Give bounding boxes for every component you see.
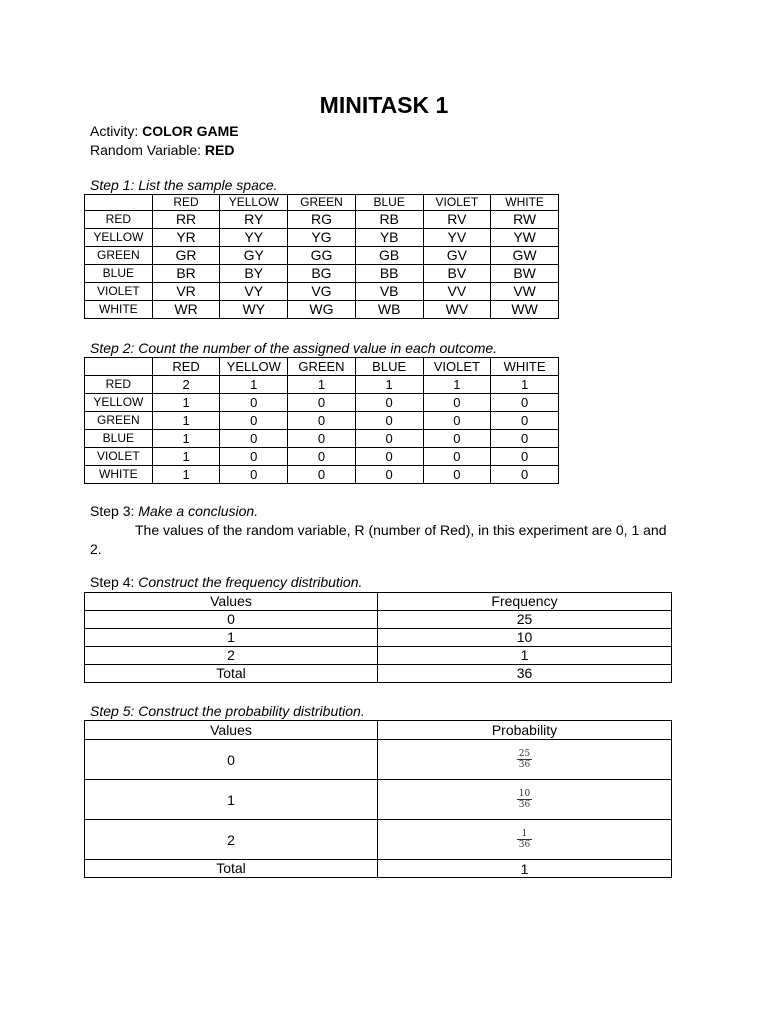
- table-row: [85, 820, 672, 860]
- table-cell: WG: [288, 301, 356, 319]
- table-row: [85, 265, 559, 283]
- probability-cell: [378, 820, 672, 860]
- table-cell: VY: [220, 283, 288, 301]
- table-cell: GY: [220, 247, 288, 265]
- table-cell: GB: [355, 247, 423, 265]
- table-cell: RR: [152, 211, 220, 229]
- table-cell: 0: [220, 412, 288, 430]
- table-row: [85, 394, 559, 412]
- table-cell: 0: [355, 394, 423, 412]
- column-header: YELLOW: [220, 358, 288, 376]
- table-cell: 0: [220, 394, 288, 412]
- table-cell: 0: [288, 430, 356, 448]
- table-cell: 1: [423, 376, 491, 394]
- table-cell: BR: [152, 265, 220, 283]
- table-row: [85, 229, 559, 247]
- table-cell: 0: [423, 412, 491, 430]
- page-title: MINITASK 1: [319, 92, 449, 118]
- column-header: GREEN: [288, 358, 356, 376]
- table-cell: 0: [355, 448, 423, 466]
- column-header: VIOLET: [423, 358, 491, 376]
- table-cell: YV: [423, 229, 491, 247]
- table-cell: 25: [378, 611, 672, 629]
- table-row: [85, 665, 672, 683]
- table-cell: 0: [491, 394, 559, 412]
- table-cell: WV: [423, 301, 491, 319]
- table-cell: 0: [423, 466, 491, 484]
- total-value: 1: [378, 860, 672, 878]
- table-cell: 1: [152, 448, 220, 466]
- fraction: [517, 829, 532, 850]
- table-cell: 1: [152, 430, 220, 448]
- corner-cell: [85, 358, 153, 376]
- row-header: GREEN: [85, 412, 153, 430]
- table-cell: WY: [220, 301, 288, 319]
- table-cell: 36: [378, 665, 672, 683]
- column-header: GREEN: [288, 195, 356, 211]
- value-cell: 0: [85, 740, 378, 780]
- table-cell: BW: [491, 265, 559, 283]
- column-header: Probability: [378, 721, 672, 740]
- table-cell: GR: [152, 247, 220, 265]
- table-header-row: [85, 593, 672, 611]
- table-cell: VB: [355, 283, 423, 301]
- column-header: WHITE: [491, 195, 559, 211]
- column-header: WHITE: [491, 358, 559, 376]
- step5-title: Step 5: Construct the probability distribution.: [90, 703, 365, 719]
- column-header: VIOLET: [423, 195, 491, 211]
- table-row: [85, 629, 672, 647]
- step4-title: Step 4: Construct the frequency distribution.: [90, 574, 363, 590]
- table-row: [85, 647, 672, 665]
- probability-table: [84, 720, 672, 878]
- fraction: [517, 749, 532, 770]
- table-cell: RG: [288, 211, 356, 229]
- table-cell: 0: [220, 448, 288, 466]
- table-cell: 0: [288, 412, 356, 430]
- column-header: Frequency: [378, 593, 672, 611]
- table-cell: 0: [491, 448, 559, 466]
- table-row: [85, 611, 672, 629]
- table-cell: 0: [491, 466, 559, 484]
- row-header: GREEN: [85, 247, 153, 265]
- activity-label: Activity:: [90, 123, 139, 139]
- table-cell: YB: [355, 229, 423, 247]
- table-row: [85, 211, 559, 229]
- row-header: WHITE: [85, 466, 153, 484]
- table-cell: YY: [220, 229, 288, 247]
- table-cell: 0: [220, 466, 288, 484]
- table-cell: 1: [152, 466, 220, 484]
- table-cell: 10: [378, 629, 672, 647]
- column-header: YELLOW: [220, 195, 288, 211]
- row-header: BLUE: [85, 430, 153, 448]
- row-header: VIOLET: [85, 448, 153, 466]
- row-header: WHITE: [85, 301, 153, 319]
- table-cell: BB: [355, 265, 423, 283]
- activity-line: [90, 122, 239, 141]
- probability-cell: [378, 780, 672, 820]
- table-cell: RB: [355, 211, 423, 229]
- row-header: YELLOW: [85, 229, 153, 247]
- table-row: [85, 780, 672, 820]
- random-variable-label: Random Variable:: [90, 142, 202, 158]
- table-cell: YW: [491, 229, 559, 247]
- step3-title: Step 3: Make a conclusion.: [90, 503, 259, 519]
- activity-value: COLOR GAME: [142, 123, 239, 139]
- table-cell: BY: [220, 265, 288, 283]
- table-row: [85, 301, 559, 319]
- table-cell: GV: [423, 247, 491, 265]
- table-cell: 0: [220, 430, 288, 448]
- random-variable-value: RED: [204, 142, 235, 158]
- table-cell: 2: [152, 376, 220, 394]
- table-row: [85, 448, 559, 466]
- table-cell: 1: [85, 629, 378, 647]
- table-cell: 0: [355, 466, 423, 484]
- table-cell: 0: [423, 430, 491, 448]
- random-variable-line: [90, 141, 234, 160]
- column-header: Values: [85, 593, 378, 611]
- table-cell: 0: [288, 394, 356, 412]
- table-cell: 0: [423, 394, 491, 412]
- table-row: [85, 283, 559, 301]
- fraction-numerator: 1: [517, 829, 532, 840]
- table-cell: YR: [152, 229, 220, 247]
- table-cell: VV: [423, 283, 491, 301]
- table-cell: WB: [355, 301, 423, 319]
- table-cell: WR: [152, 301, 220, 319]
- table-cell: GW: [491, 247, 559, 265]
- total-row: [85, 860, 672, 878]
- fraction-denominator: 36: [518, 840, 531, 850]
- fraction: [517, 789, 532, 810]
- fraction-denominator: 36: [518, 800, 531, 810]
- total-label: Total: [85, 860, 378, 878]
- table-cell: 0: [355, 412, 423, 430]
- table-cell: 1: [288, 376, 356, 394]
- column-header: BLUE: [355, 358, 423, 376]
- table-cell: RY: [220, 211, 288, 229]
- table-cell: 1: [152, 394, 220, 412]
- sample-space-table: [84, 194, 559, 319]
- value-cell: 1: [85, 780, 378, 820]
- table-cell: Total: [85, 665, 378, 683]
- table-row: [85, 466, 559, 484]
- table-cell: 1: [355, 376, 423, 394]
- table-cell: 1: [220, 376, 288, 394]
- row-header: VIOLET: [85, 283, 153, 301]
- table-row: [85, 376, 559, 394]
- table-cell: 0: [288, 466, 356, 484]
- frequency-table: [84, 592, 672, 683]
- table-header-row: [85, 721, 672, 740]
- table-cell: RW: [491, 211, 559, 229]
- column-header: RED: [152, 358, 220, 376]
- table-cell: 0: [355, 430, 423, 448]
- step3-conclusion: The values of the random variable, R (number of Red), in this experiment are 0, 1 and 2.: [90, 522, 667, 557]
- table-row: [85, 430, 559, 448]
- table-cell: 0: [85, 611, 378, 629]
- value-cell: 2: [85, 820, 378, 860]
- column-header: BLUE: [355, 195, 423, 211]
- table-cell: 1: [378, 647, 672, 665]
- table-row: [85, 412, 559, 430]
- step1-title: Step 1: List the sample space.: [90, 177, 278, 193]
- table-row: [85, 740, 672, 780]
- table-cell: 1: [152, 412, 220, 430]
- table-cell: VR: [152, 283, 220, 301]
- table-cell: 0: [288, 448, 356, 466]
- table-cell: VW: [491, 283, 559, 301]
- table-header-row: [85, 195, 559, 211]
- column-header: Values: [85, 721, 378, 740]
- corner-cell: [85, 195, 153, 211]
- table-cell: 0: [491, 412, 559, 430]
- table-header-row: [85, 358, 559, 376]
- fraction-numerator: 10: [518, 789, 531, 799]
- table-cell: YG: [288, 229, 356, 247]
- fraction-denominator: 36: [518, 760, 531, 770]
- table-cell: 1: [491, 376, 559, 394]
- fraction-numerator: 25: [518, 749, 531, 759]
- table-cell: BG: [288, 265, 356, 283]
- table-cell: GG: [288, 247, 356, 265]
- table-cell: 0: [491, 430, 559, 448]
- row-header: RED: [85, 211, 153, 229]
- table-cell: RV: [423, 211, 491, 229]
- row-header: BLUE: [85, 265, 153, 283]
- column-header: RED: [152, 195, 220, 211]
- table-row: [85, 247, 559, 265]
- table-cell: VG: [288, 283, 356, 301]
- table-cell: BV: [423, 265, 491, 283]
- step2-title: Step 2: Count the number of the assigned value in each outcome.: [90, 340, 498, 356]
- probability-cell: [378, 740, 672, 780]
- count-table: [84, 357, 559, 484]
- table-cell: 2: [85, 647, 378, 665]
- table-cell: WW: [491, 301, 559, 319]
- row-header: RED: [85, 376, 153, 394]
- table-cell: 0: [423, 448, 491, 466]
- row-header: YELLOW: [85, 394, 153, 412]
